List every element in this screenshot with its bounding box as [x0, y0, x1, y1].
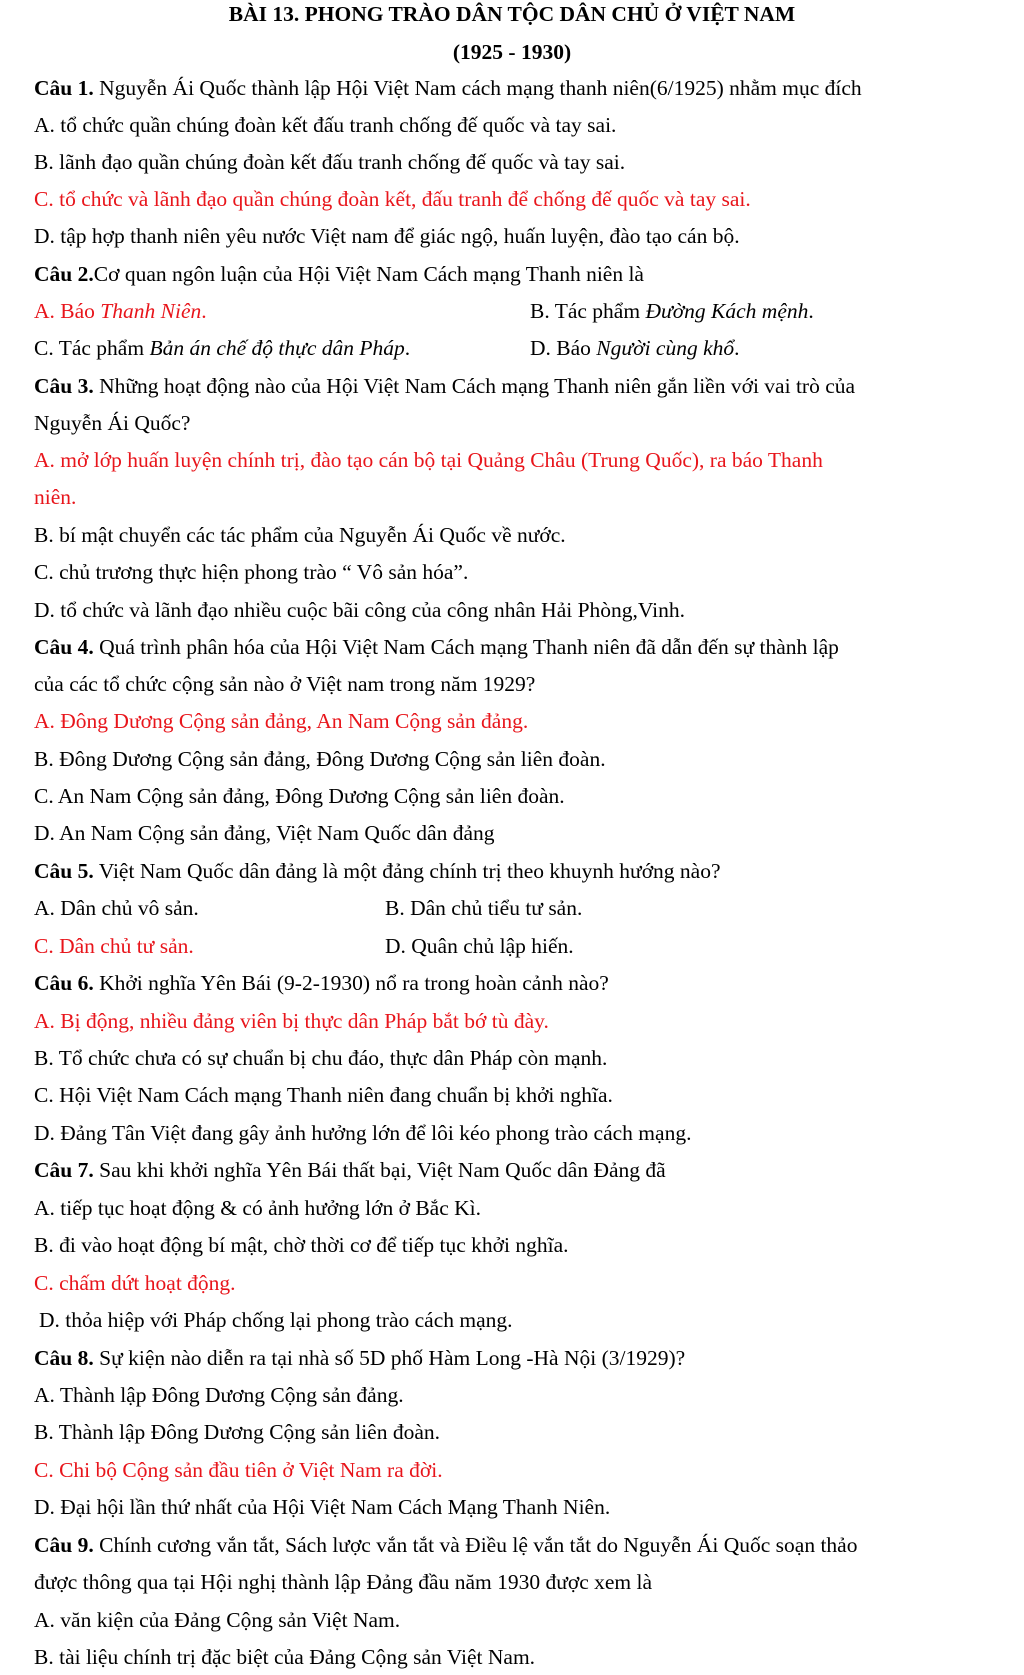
- q2-option-d: [530, 338, 740, 360]
- q2-option-c: [34, 338, 410, 360]
- question-1: [34, 78, 862, 100]
- q5-option-b: B. Dân chủ tiểu tư sản.: [385, 896, 583, 920]
- question-text: Việt Nam Quốc dân đảng là một đảng chính trị theo khuynh hướng nào?: [93, 859, 721, 883]
- q8-option-d: D. Đại hội lần thứ nhất của Hội Việt Nam Cách Mạng Thanh Niên.: [34, 1495, 611, 1519]
- question-text: Sự kiện nào diễn ra tại nhà số 5D phố Hàm Long -Hà Nội (3/1929)?: [93, 1346, 686, 1370]
- q5-option-d: D. Quân chủ lập hiến.: [385, 934, 574, 958]
- q8-option-c-answer: C. Chi bộ Cộng sản đầu tiên ở Việt Nam ra đời.: [34, 1458, 443, 1482]
- question-8: [34, 1348, 685, 1370]
- option-text: .: [201, 299, 207, 323]
- question-number: Câu 8.: [34, 1346, 94, 1370]
- q5-option-c-answer: C. Dân chủ tư sản.: [34, 934, 194, 958]
- q6-option-a-answer: A. Bị động, nhiều đảng viên bị thực dân Pháp bắt bớ tù đày.: [34, 1009, 549, 1033]
- q4-option-a-answer: A. Đông Dương Cộng sản đảng, An Nam Cộng sản đảng.: [34, 709, 529, 733]
- q9-option-a: A. văn kiện của Đảng Cộng sản Việt Nam.: [34, 1608, 401, 1632]
- question-number: Câu 5.: [34, 859, 94, 883]
- option-text: D. Báo: [530, 336, 597, 360]
- question-text: Quá trình phân hóa của Hội Việt Nam Cách mạng Thanh niên đã dẫn đến sự thành lập: [93, 635, 839, 659]
- question-text: Nguyễn Ái Quốc thành lập Hội Việt Nam cách mạng thanh niên(6/1925) nhằm mục đích: [93, 76, 862, 100]
- q8-option-b: B. Thành lập Đông Dương Cộng sản liên đoàn.: [34, 1420, 441, 1444]
- q2-option-a-answer: [34, 301, 207, 323]
- q3-option-a-answer: A. mở lớp huấn luyện chính trị, đào tạo cán bộ tại Quảng Châu (Trung Quốc), ra báo Thanh: [34, 448, 823, 472]
- option-text: A. Báo: [34, 299, 101, 323]
- question-number: Câu 9.: [34, 1533, 94, 1557]
- q7-option-d: D. thỏa hiệp với Pháp chống lại phong trào cách mạng.: [39, 1308, 513, 1332]
- question-7: [34, 1160, 666, 1182]
- question-4-cont: của các tổ chức cộng sản nào ở Việt nam trong năm 1929?: [34, 672, 536, 696]
- question-number: Câu 4.: [34, 635, 94, 659]
- question-4: [34, 637, 839, 659]
- page-subtitle: (1925 - 1930): [452, 40, 572, 64]
- q7-option-a: A. tiếp tục hoạt động & có ảnh hưởng lớn ở Bắc Kì.: [34, 1196, 482, 1220]
- question-9: [34, 1535, 857, 1557]
- q1-option-a: A. tổ chức quần chúng đoàn kết đấu tranh chống đế quốc và tay sai.: [34, 113, 617, 137]
- question-text: Những hoạt động nào của Hội Việt Nam Cách mạng Thanh niên gắn liền với vai trò của: [93, 374, 856, 398]
- question-text: Khởi nghĩa Yên Bái (9-2-1930) nổ ra trong hoàn cảnh nào?: [93, 971, 609, 995]
- option-italic-title: Thanh Niên: [100, 299, 202, 323]
- question-text: Chính cương vắn tắt, Sách lược vắn tắt và Điều lệ vắn tắt do Nguyễn Ái Quốc soạn thảo: [93, 1533, 858, 1557]
- q9-option-b: B. tài liệu chính trị đặc biệt của Đảng Cộng sản Việt Nam.: [34, 1645, 536, 1669]
- option-text: .: [404, 336, 411, 360]
- option-text: .: [734, 336, 740, 360]
- q6-option-c: C. Hội Việt Nam Cách mạng Thanh niên đang chuẩn bị khởi nghĩa.: [34, 1083, 613, 1107]
- q4-option-b: B. Đông Dương Cộng sản đảng, Đông Dương Cộng sản liên đoàn.: [34, 747, 606, 771]
- q6-option-b: B. Tổ chức chưa có sự chuẩn bị chu đáo, thực dân Pháp còn mạnh.: [34, 1046, 608, 1070]
- q1-option-c-answer: C. tổ chức và lãnh đạo quần chúng đoàn kết, đấu tranh để chống đế quốc và tay sai.: [34, 187, 751, 211]
- option-text: B. Tác phẩm: [530, 299, 646, 323]
- q7-option-c-answer: C. chấm dứt hoạt động.: [34, 1271, 236, 1295]
- q3-option-b: B. bí mật chuyển các tác phẩm của Nguyễn Ái Quốc về nước.: [34, 523, 566, 547]
- q8-option-a: A. Thành lập Đông Dương Cộng sản đảng.: [34, 1383, 404, 1407]
- q1-option-b: B. lãnh đạo quần chúng đoàn kết đấu tranh chống đế quốc và tay sai.: [34, 150, 626, 174]
- page-title: BÀI 13. PHONG TRÀO DÂN TỘC DÂN CHỦ Ở VIỆT NAM: [228, 2, 796, 26]
- question-text: Sau khi khởi nghĩa Yên Bái thất bại, Việt Nam Quốc dân Đảng đã: [93, 1158, 666, 1182]
- q6-option-d: D. Đảng Tân Việt đang gây ảnh hưởng lớn để lôi kéo phong trào cách mạng.: [34, 1121, 692, 1145]
- q3-option-c: C. chủ trương thực hiện phong trào “ Vô sản hóa”.: [34, 560, 469, 584]
- q1-option-d: D. tập hợp thanh niên yêu nước Việt nam để giác ngộ, huấn luyện, đào tạo cán bộ.: [34, 224, 740, 248]
- question-number: Câu 3.: [34, 374, 94, 398]
- question-number: Câu 7.: [34, 1158, 94, 1182]
- option-text: .: [808, 299, 814, 323]
- option-italic-title: Người cùng khổ: [596, 336, 735, 360]
- question-5: [34, 861, 721, 883]
- question-3-cont: Nguyễn Ái Quốc?: [34, 411, 191, 435]
- question-2: [34, 264, 644, 286]
- q7-option-b: B. đi vào hoạt động bí mật, chờ thời cơ để tiếp tục khởi nghĩa.: [34, 1233, 569, 1257]
- q4-option-d: D. An Nam Cộng sản đảng, Việt Nam Quốc dân đảng: [34, 821, 495, 845]
- option-italic-title: Đường Kách mệnh: [645, 299, 809, 323]
- option-text: C. Tác phẩm: [34, 336, 150, 360]
- q4-option-c: C. An Nam Cộng sản đảng, Đông Dương Cộng sản liên đoàn.: [34, 784, 565, 808]
- question-number: Câu 6.: [34, 971, 94, 995]
- question-9-cont: được thông qua tại Hội nghị thành lập Đảng đầu năm 1930 được xem là: [34, 1570, 653, 1594]
- q5-option-a: A. Dân chủ vô sản.: [34, 896, 199, 920]
- q3-option-d: D. tổ chức và lãnh đạo nhiều cuộc bãi công của công nhân Hải Phòng,Vinh.: [34, 598, 686, 622]
- question-number: Câu 2.: [34, 262, 94, 286]
- q2-option-b: [530, 301, 814, 323]
- question-text: Cơ quan ngôn luận của Hội Việt Nam Cách mạng Thanh niên là: [93, 262, 644, 286]
- q3-option-a-answer-cont: niên.: [34, 485, 77, 509]
- question-3: [34, 376, 855, 398]
- question-number: Câu 1.: [34, 76, 94, 100]
- option-italic-title: Bản án chế độ thực dân Pháp: [149, 336, 405, 360]
- question-6: [34, 973, 609, 995]
